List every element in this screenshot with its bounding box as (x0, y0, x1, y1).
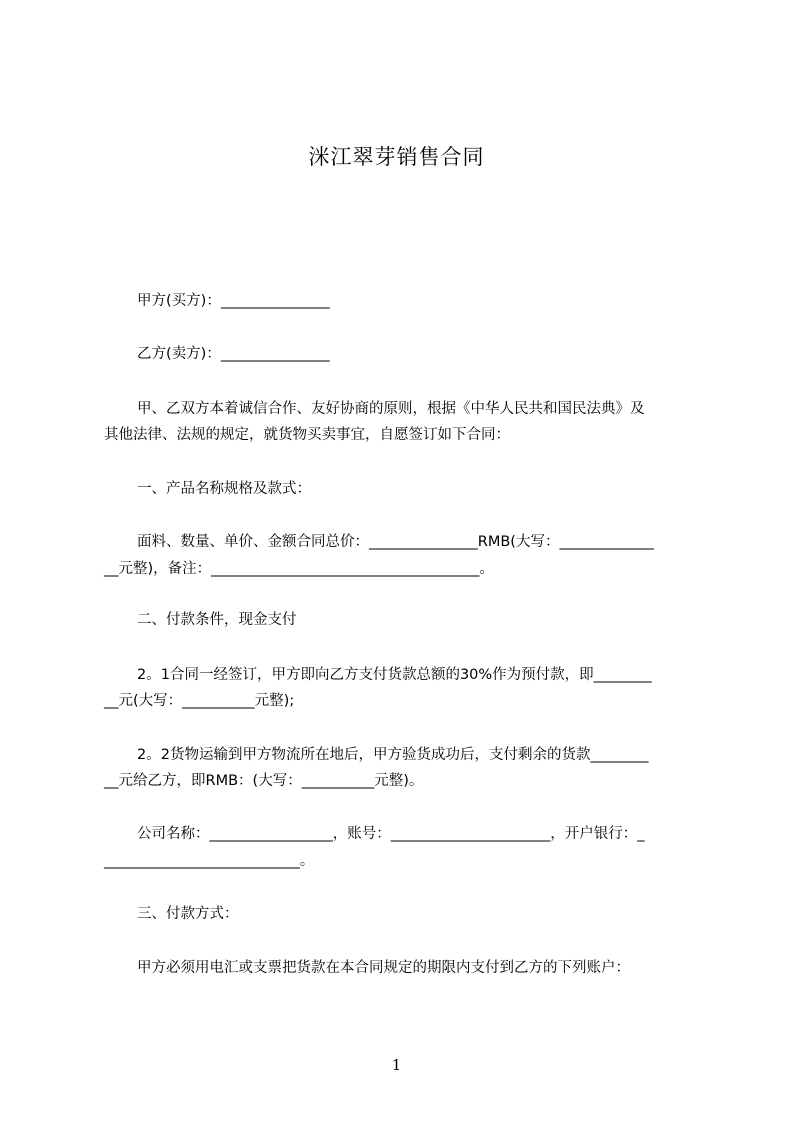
section-1-line-2: __元整)，备注：_____________________________________。 (104, 561, 494, 577)
section-1-heading: 一、产品名称规格及款式： (137, 481, 311, 497)
section-2-2-line-2: __元给乙方，即RMB：(大写：__________元整)。 (104, 773, 424, 789)
section-2-2-line-1: 2。2货物运输到甲方物流所在地后，甲方验货成功后，支付剩余的货款________ (137, 747, 649, 763)
section-2-1-line-1: 2。1合同一经签订，甲方即向乙方支付货款总额的30%作为预付款，即________ (137, 667, 652, 683)
document-title: 洣江翠芽销售合同 (308, 145, 485, 169)
company-info-line-2: ___________________________。 (104, 853, 315, 869)
party-a-line: 甲方(买方)：_______________ (137, 293, 330, 309)
section-3-heading: 三、付款方式： (137, 906, 239, 922)
intro-line-2: 其他法律、法规的规定，就货物买卖事宜，自愿签订如下合同： (104, 427, 510, 443)
page-number: 1 (391, 1056, 402, 1074)
section-2-heading: 二、付款条件，现金支付 (137, 612, 297, 628)
section-3-text: 甲方必须用电汇或支票把货款在本合同规定的期限内支付到乙方的下列账户： (137, 960, 630, 976)
intro-line-1: 甲、乙双方本着诚信合作、友好协商的原则，根据《中华人民共和国民法典》及 (137, 401, 645, 417)
section-2-1-line-2: __元(大写：__________元整); (104, 693, 295, 709)
company-info-line-1: 公司名称：_________________，账号：______________________，开户银行：_ (137, 826, 645, 842)
party-b-line: 乙方(卖方)：_______________ (137, 346, 330, 362)
section-1-line-1: 面料、数量、单价、金额合同总价：_______________RMB(大写：_____________ (137, 534, 654, 550)
